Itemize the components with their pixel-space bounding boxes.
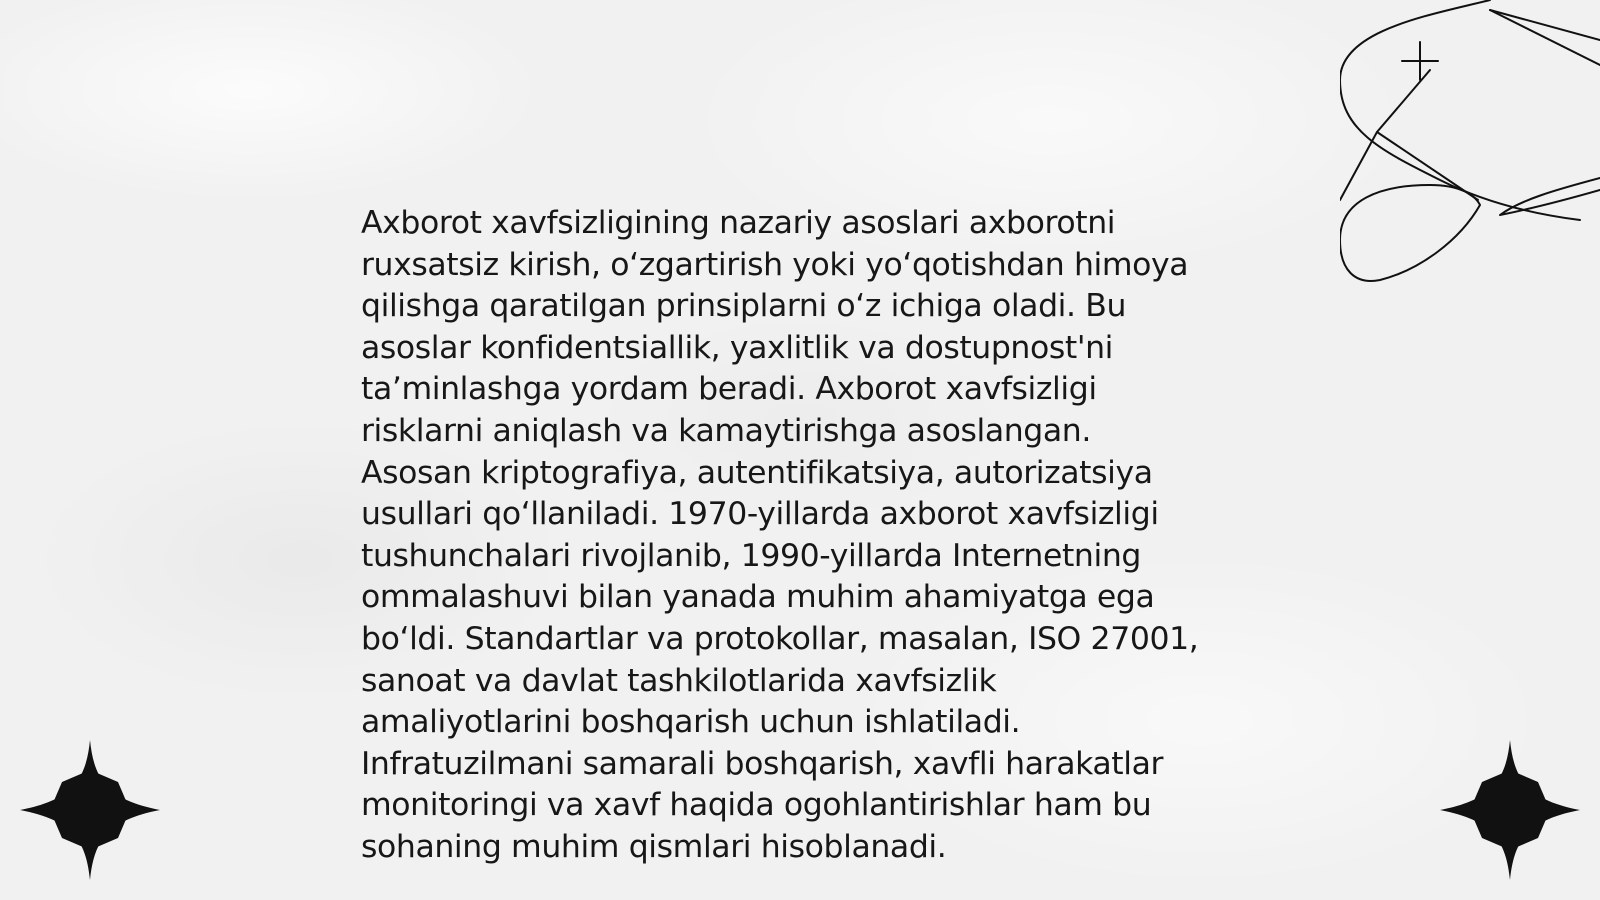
orbit-line-art-icon (1340, 0, 1600, 290)
text-line: asoslar konfidentsiallik, yaxlitlik va dostupnost'ni (361, 329, 1114, 366)
text-line: bo‘ldi. Standartlar va protokollar, masalan, ISO 27001, (361, 620, 1199, 657)
text-line: qilishga qaratilgan prinsiplarni o‘z ichiga oladi. Bu (361, 288, 1127, 325)
text-line: risklarni aniqlash va kamaytirishga asoslangan. (361, 412, 1091, 449)
text-line: tushunchalari rivojlanib, 1990-yillarda Internetning (361, 537, 1141, 574)
text-line: monitoringi va xavf haqida ogohlantirishlar ham bu (361, 787, 1152, 824)
text-line: sanoat va davlat tashkilotlarida xavfsizlik (361, 662, 997, 699)
four-point-star-icon (20, 740, 160, 880)
text-line: sohaning muhim qismlari hisoblanadi. (361, 828, 947, 865)
text-line: usullari qo‘llaniladi. 1970-yillarda axborot xavfsizligi (361, 496, 1159, 533)
text-line: amaliyotlarini boshqarish uchun ishlatiladi. (361, 704, 1021, 741)
sparkle-icon (1402, 42, 1438, 80)
slide-body-text (361, 203, 1241, 869)
text-line: Axborot xavfsizligining nazariy asoslari axborotni (361, 205, 1116, 241)
text-line: Asosan kriptografiya, autentifikatsiya, autorizatsiya (361, 454, 1153, 491)
four-point-star-icon (1440, 740, 1580, 880)
text-line: ommalashuvi bilan yanada muhim ahamiyatga ega (361, 579, 1155, 616)
text-line: Infratuzilmani samarali boshqarish, xavfli harakatlar (361, 745, 1164, 782)
text-line: ruxsatsiz kirish, o‘zgartirish yoki yo‘qotishdan himoya (361, 246, 1189, 283)
text-line: ta’minlashga yordam beradi. Axborot xavfsizligi (361, 371, 1097, 408)
